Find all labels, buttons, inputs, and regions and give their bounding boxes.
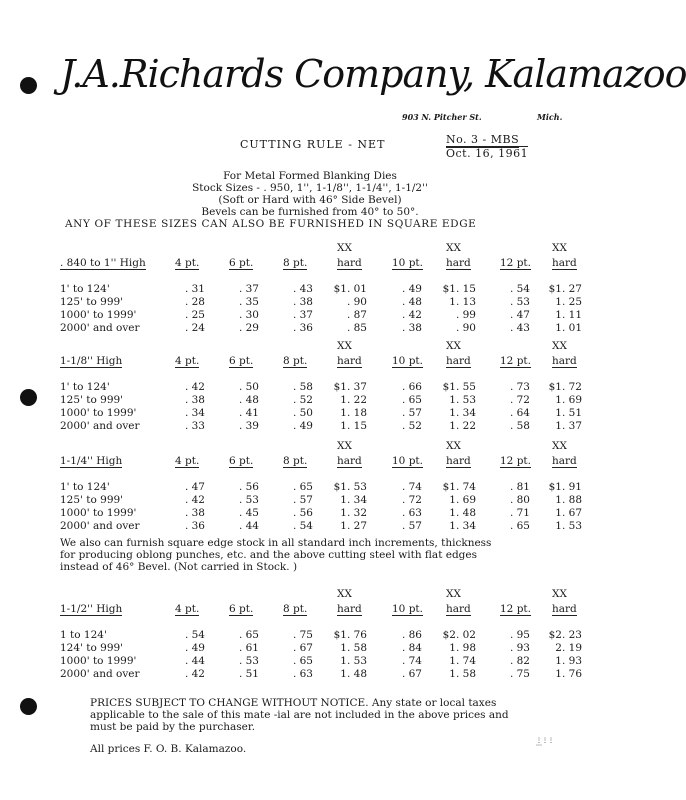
price-cell: . 63 [401,507,422,519]
price-cell: . 54 [509,283,530,295]
intro-line-4: Bevels can be furnished from 40° to 50°. [201,206,419,218]
price-cell: . 43 [292,283,313,295]
price-cell: . 73 [509,381,530,393]
price-cell: . 86 [401,629,422,641]
price-cell: . 47 [184,481,205,493]
price-cell: . 39 [238,420,259,432]
binder-hole-top [20,77,37,94]
table-size-label: 1-1/4'' High [60,455,123,467]
price-cell: . 47 [509,309,530,321]
column-header: hard [446,355,471,367]
row-quantity-label: 1 to 124' [60,629,107,641]
price-cell: 1. 58 [340,642,367,654]
price-cell: . 66 [401,381,422,393]
binder-hole-middle [20,389,37,406]
price-cell: 1. 22 [340,394,367,406]
price-cell: . 52 [292,394,313,406]
price-cell: 1. 34 [449,520,476,532]
price-cell: $1. 91 [548,481,582,493]
price-cell: . 87 [346,309,367,321]
row-quantity-label: 125' to 999' [60,494,124,506]
column-header: XX [446,588,461,600]
price-cell: 1. 88 [555,494,582,506]
row-quantity-label: 125' to 999' [60,394,124,406]
column-header: 8 pt. [283,455,308,467]
company-address: 903 N. Pitcher St. [402,112,482,122]
price-cell: . 53 [238,494,259,506]
column-header: hard [337,355,362,367]
price-cell: $1. 55 [442,381,476,393]
price-cell: . 30 [238,309,259,321]
price-cell: $2. 23 [548,629,582,641]
binder-hole-bottom [20,698,37,715]
column-header: XX [446,340,461,352]
price-cell: . 37 [238,283,259,295]
column-header: XX [552,242,567,254]
price-cell: . 50 [292,407,313,419]
price-cell: . 65 [238,629,259,641]
column-header: 10 pt. [392,603,423,615]
price-cell: $2. 02 [442,629,476,641]
column-header: XX [337,242,352,254]
row-quantity-label: 125' to 999' [60,296,124,308]
price-cell: $1. 15 [442,283,476,295]
price-cell: 1. 01 [555,322,582,334]
price-cell: 1. 69 [555,394,582,406]
price-cell: . 74 [401,481,422,493]
row-quantity-label: 124' to 999' [60,642,124,654]
column-header: 4 pt. [175,257,200,269]
price-cell: . 57 [401,407,422,419]
row-quantity-label: 1000' to 1999' [60,507,137,519]
price-cell: . 95 [509,629,530,641]
price-cell: . 81 [509,481,530,493]
price-cell: . 75 [509,668,530,680]
price-cell: . 64 [509,407,530,419]
price-cell: . 52 [401,420,422,432]
price-cell: . 36 [292,322,313,334]
price-cell: . 82 [509,655,530,667]
row-quantity-label: 2000' and over [60,420,140,432]
price-cell: 1. 93 [555,655,582,667]
price-cell: . 49 [292,420,313,432]
price-cell: . 44 [184,655,205,667]
column-header: XX [446,242,461,254]
row-quantity-label: 1000' to 1999' [60,655,137,667]
price-cell: $1. 72 [548,381,582,393]
price-cell: . 34 [184,407,205,419]
price-cell: . 43 [509,322,530,334]
disclaimer-line-1: PRICES SUBJECT TO CHANGE WITHOUT NOTICE. Any state or local taxes [90,697,497,709]
price-cell: . 99 [455,309,476,321]
price-cell: 1. 53 [555,520,582,532]
price-cell: 1. 67 [555,507,582,519]
column-header: hard [552,455,577,467]
intro-line-5: ANY OF THESE SIZES CAN ALSO BE FURNISHED IN SQUARE EDGE [65,218,477,230]
price-cell: . 65 [292,481,313,493]
row-quantity-label: 1' to 124' [60,481,110,493]
price-cell: 1. 48 [449,507,476,519]
column-header: 6 pt. [229,355,254,367]
price-cell: $1. 53 [333,481,367,493]
column-header: XX [337,588,352,600]
square-edge-line-1: We also can furnish square edge stock in all standard inch increments, thickness [60,537,492,549]
price-cell: . 35 [238,296,259,308]
column-header: 8 pt. [283,603,308,615]
price-cell: 1. 25 [555,296,582,308]
column-header: 12 pt. [500,257,531,269]
table-size-label: 1-1/8'' High [60,355,123,367]
price-cell: 1. 53 [340,655,367,667]
column-header: XX [552,588,567,600]
price-cell: . 80 [509,494,530,506]
price-cell: 1. 18 [340,407,367,419]
intro-block [65,170,530,230]
square-edge-line-3: instead of 46° Bevel. (Not carried in Stock. ) [60,561,298,573]
column-header: hard [552,603,577,615]
column-header: 10 pt. [392,355,423,367]
printer-mark-icon: ⋮⋮⋮ ⋯ [536,737,554,749]
row-quantity-label: 1000' to 1999' [60,407,137,419]
price-cell: 1. 34 [340,494,367,506]
column-header: 8 pt. [283,355,308,367]
price-cell: . 36 [184,520,205,532]
price-cell: . 65 [292,655,313,667]
column-header: 10 pt. [392,455,423,467]
price-cell: . 61 [238,642,259,654]
price-cell: . 65 [401,394,422,406]
price-cell: . 42 [184,381,205,393]
price-cell: . 53 [238,655,259,667]
column-header: hard [552,257,577,269]
column-header: XX [552,340,567,352]
price-cell: . 50 [238,381,259,393]
column-header: hard [552,355,577,367]
disclaimer-line-2: applicable to the sale of this mate -ial are not included in the above prices and [90,709,509,721]
price-cell: . 48 [238,394,259,406]
price-cell: . 85 [346,322,367,334]
price-cell: . 38 [184,394,205,406]
price-cell: . 38 [401,322,422,334]
column-header: 6 pt. [229,603,254,615]
price-cell: . 31 [184,283,205,295]
column-header: XX [552,440,567,452]
document-number: No. 3 - MBS [446,133,520,146]
price-cell: . 38 [184,507,205,519]
price-cell: 1. 76 [555,668,582,680]
row-quantity-label: 1' to 124' [60,381,110,393]
price-cell: 1. 15 [340,420,367,432]
document-date: Oct. 16, 1961 [446,147,529,160]
price-cell: . 51 [238,668,259,680]
price-cell: . 33 [184,420,205,432]
price-cell: . 42 [184,668,205,680]
price-cell: . 93 [509,642,530,654]
column-header: 10 pt. [392,257,423,269]
document-reference [446,134,528,160]
column-header: hard [446,603,471,615]
row-quantity-label: 2000' and over [60,322,140,334]
company-logo: J.A.Richards Company, Kalamazoo [60,52,686,96]
price-cell: . 56 [238,481,259,493]
price-cell: . 75 [292,629,313,641]
price-cell: 1. 53 [449,394,476,406]
price-cell: . 41 [238,407,259,419]
row-quantity-label: 1000' to 1999' [60,309,137,321]
price-cell: . 71 [509,507,530,519]
price-cell: . 24 [184,322,205,334]
row-quantity-label: 2000' and over [60,668,140,680]
price-cell: 1. 34 [449,407,476,419]
row-quantity-label: 2000' and over [60,520,140,532]
price-cell: . 90 [455,322,476,334]
intro-line-2: Stock Sizes - . 950, 1'', 1-1/8'', 1-1/4'', 1-1/2'' [192,182,428,194]
price-cell: 1. 51 [555,407,582,419]
price-cell: . 37 [292,309,313,321]
column-header: hard [446,455,471,467]
price-cell: $1. 76 [333,629,367,641]
price-cell: . 72 [401,494,422,506]
price-cell: . 58 [509,420,530,432]
intro-line-1: For Metal Formed Blanking Dies [223,170,397,182]
price-cell: . 57 [292,494,313,506]
column-header: 4 pt. [175,455,200,467]
column-header: 4 pt. [175,355,200,367]
price-cell: $1. 37 [333,381,367,393]
intro-line-3: (Soft or Hard with 46° Side Bevel) [218,194,402,206]
column-header: XX [337,440,352,452]
price-disclaimer [90,697,580,733]
disclaimer-line-3: must be paid by the purchaser. [90,721,256,733]
price-cell: 1. 48 [340,668,367,680]
price-cell: . 45 [238,507,259,519]
price-cell: . 42 [184,494,205,506]
price-cell: . 65 [509,520,530,532]
table-size-label: 1-1/2'' High [60,603,123,615]
price-cell: $1. 74 [442,481,476,493]
column-header: 6 pt. [229,257,254,269]
table-size-label: . 840 to 1'' High [60,257,146,269]
price-cell: . 54 [292,520,313,532]
square-edge-note [60,537,580,573]
price-cell: 1. 27 [340,520,367,532]
price-cell: . 56 [292,507,313,519]
price-cell: . 38 [292,296,313,308]
company-state: Mich. [537,112,563,122]
price-cell: . 54 [184,629,205,641]
row-quantity-label: 1' to 124' [60,283,110,295]
price-cell: . 57 [401,520,422,532]
price-cell: . 53 [509,296,530,308]
column-header: 8 pt. [283,257,308,269]
column-header: 12 pt. [500,355,531,367]
price-cell: . 84 [401,642,422,654]
price-cell: . 25 [184,309,205,321]
column-header: hard [337,455,362,467]
price-cell: . 49 [401,283,422,295]
price-cell: . 74 [401,655,422,667]
price-cell: $1. 27 [548,283,582,295]
price-cell: . 44 [238,520,259,532]
price-cell: 1. 13 [449,296,476,308]
column-header: hard [337,603,362,615]
column-header: XX [446,440,461,452]
price-cell: . 48 [401,296,422,308]
column-header: 4 pt. [175,603,200,615]
price-cell: . 67 [401,668,422,680]
price-cell: . 90 [346,296,367,308]
price-cell: 1. 37 [555,420,582,432]
column-header: 12 pt. [500,603,531,615]
price-cell: . 29 [238,322,259,334]
price-cell: . 58 [292,381,313,393]
document-title: CUTTING RULE - NET [240,138,386,151]
column-header: XX [337,340,352,352]
price-cell: . 28 [184,296,205,308]
price-cell: . 42 [401,309,422,321]
price-cell: 1. 22 [449,420,476,432]
price-cell: 1. 98 [449,642,476,654]
column-header: 12 pt. [500,455,531,467]
price-cell: 2. 19 [555,642,582,654]
price-cell: . 63 [292,668,313,680]
price-cell: 1. 74 [449,655,476,667]
price-cell: 1. 11 [555,309,582,321]
column-header: hard [337,257,362,269]
price-cell: 1. 69 [449,494,476,506]
price-cell: 1. 32 [340,507,367,519]
fob-note: All prices F. O. B. Kalamazoo. [90,743,247,755]
price-cell: . 49 [184,642,205,654]
column-header: hard [446,257,471,269]
price-cell: $1. 01 [333,283,367,295]
price-cell: 1. 58 [449,668,476,680]
price-cell: . 72 [509,394,530,406]
square-edge-line-2: for producing oblong punches, etc. and the above cutting steel with flat edges [60,549,478,561]
column-header: 6 pt. [229,455,254,467]
price-cell: . 67 [292,642,313,654]
